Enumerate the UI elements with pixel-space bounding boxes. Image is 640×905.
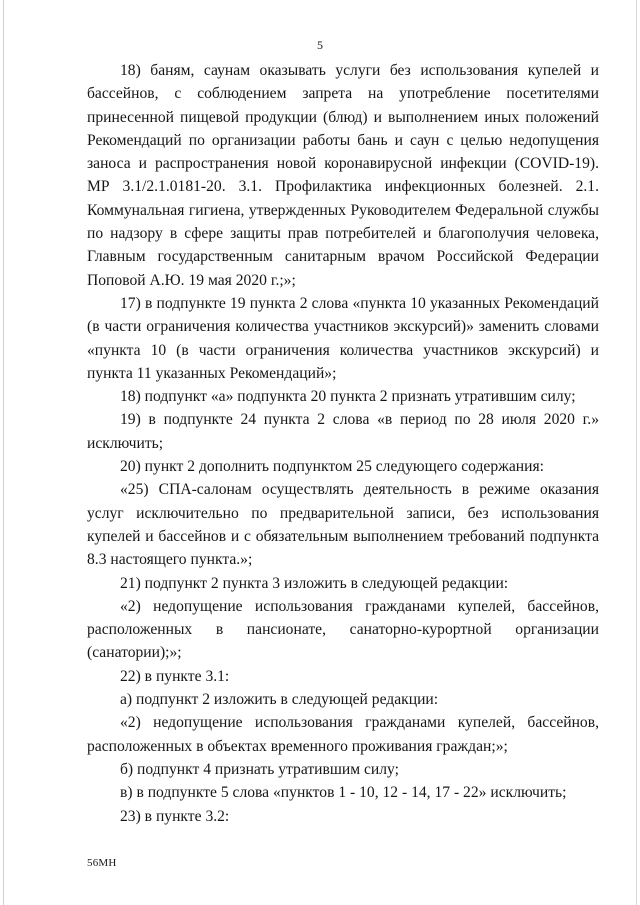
paragraph-item-21: 21) подпункт 2 пункта 3 изложить в следующей редакции: [120, 574, 509, 592]
paragraph-item-17: 17) в подпункте 19 пункта 2 слова «пункта 10 указанных Рекомендаций (в части ограничения количества участников экскурсий)» заменить словами «пункта 10 (в части ограничения количества участников экскурсий) и пункта 11 указанных Рекомендаций»; [87, 294, 599, 382]
paragraph-item-22-a: а) подпункт 2 изложить в следующей редакции: [120, 691, 439, 709]
paragraph-baths-saunas: 18) баням, саунам оказывать услуги без использования купелей и бассейнов, с соблюдением запрета на употребление посетителями принесенной пищевой продукции (блюд) и выполнением иных положений Рекомендаций по организации работы бань и саун с целью недопущения заноса и распространения новой коронавирусной инфекции (COVID-19). МР 3.1/2.1.0181-20. 3.1. Профилактика инфекционных болезней. 2.1. Коммунальная гигиена, утвержденных Руководителем Федеральной службы по надзору в сфере защиты прав потребителей и благополучия человека, Главным государственным санитарным врачом Российской Федерации Поповой А.Ю. 19 мая 2020 г.;»; [87, 62, 599, 289]
paragraph-item-22-v: в) в подпункте 5 слова «пунктов 1 - 10, 12 - 14, 17 - 22» исключить; [120, 784, 567, 802]
page-number: 5 [317, 38, 323, 52]
paragraph-item-18: 18) подпункт «а» подпункта 20 пункта 2 признать утратившим силу; [120, 388, 576, 406]
paragraph-subitem-2-temporary-housing: «2) недопущение использования гражданами купелей, бассейнов, расположенных в объектах временного проживания граждан;»; [87, 714, 599, 755]
paragraph-item-23: 23) в пункте 3.2: [120, 807, 230, 825]
paragraph-item-22: 22) в пункте 3.1: [120, 667, 230, 685]
paragraph-item-19: 19) в подпункте 24 пункта 2 слова «в период по 28 июля 2020 г.» исключить; [87, 411, 599, 452]
paragraph-item-20: 20) пункт 2 дополнить подпунктом 25 следующего содержания: [120, 458, 545, 476]
paragraph-item-22-b: б) подпункт 4 признать утратившим силу; [120, 760, 399, 778]
document-body [87, 59, 599, 828]
scan-edge-left [3, 0, 4, 905]
scan-edge-right [636, 0, 637, 905]
footer-code: 56МН [87, 857, 117, 869]
paragraph-subitem-25: «25) СПА-салонам осуществлять деятельность в режиме оказания услуг исключительно по предварительной записи, без использования купелей и бассейнов и с обязательным выполнением требований подпункта 8.3 настоящего пункта.»; [87, 481, 599, 569]
paragraph-subitem-2-sanatorium: «2) недопущение использования гражданами купелей, бассейнов, расположенных в пансионате, санаторно-курортной организации (санатории);»; [87, 597, 599, 662]
